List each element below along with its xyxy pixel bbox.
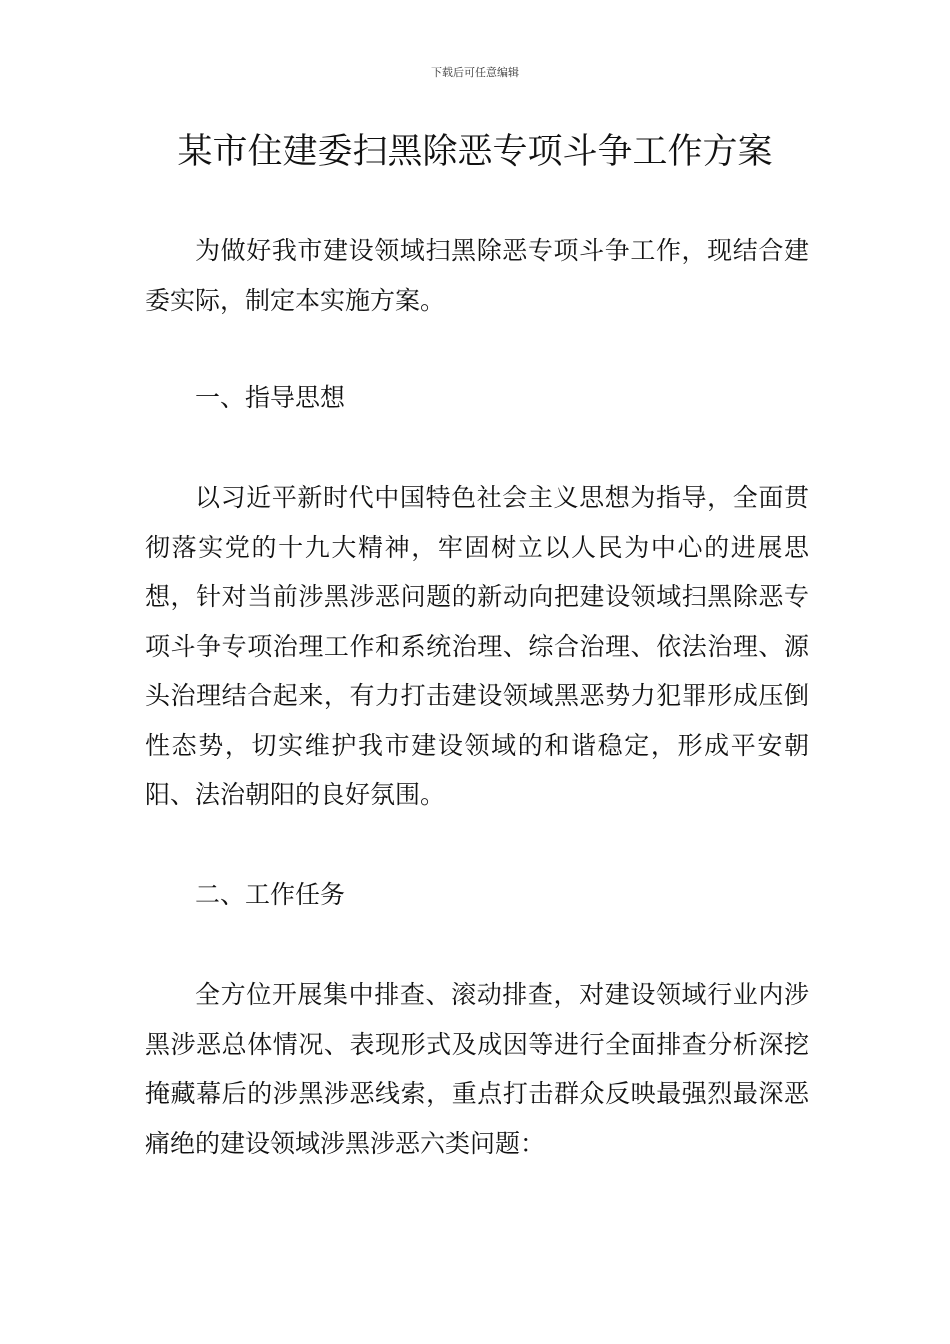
- section-heading-guiding-thought: 一、指导思想: [195, 383, 346, 412]
- section-body-guiding-thought: 以习近平新时代中国特色社会主义思想为指导，全面贯彻落实党的十九大精神，牢固树立以人民为中心的进展思想，针对当前涉黑涉恶问题的新动向把建设领域扫黑除恶专项斗争专项治理工作和系统治理、综合治理、依法治理、源头治理结合起来，有力打击建设领域黑恶势力犯罪形成压倒性态势，切实维护我市建设领域的和谐稳定，形成平安朝阳、法治朝阳的良好氛围。: [145, 483, 809, 809]
- page-header-note: 下载后可任意编辑: [431, 66, 519, 79]
- intro-paragraph: 为做好我市建设领域扫黑除恶专项斗争工作，现结合建委实际，制定本实施方案。: [145, 236, 809, 315]
- section-body-work-tasks: 全方位开展集中排查、滚动排查，对建设领域行业内涉黑涉恶总体情况、表现形式及成因等进行全面排查分析深挖掩藏幕后的涉黑涉恶线索，重点打击群众反映最强烈最深恶痛绝的建设领域涉黑涉恶六类问题：: [145, 980, 809, 1158]
- section-heading-work-tasks: 二、工作任务: [195, 880, 346, 909]
- document-title: 某市住建委扫黑除恶专项斗争工作方案: [177, 132, 773, 172]
